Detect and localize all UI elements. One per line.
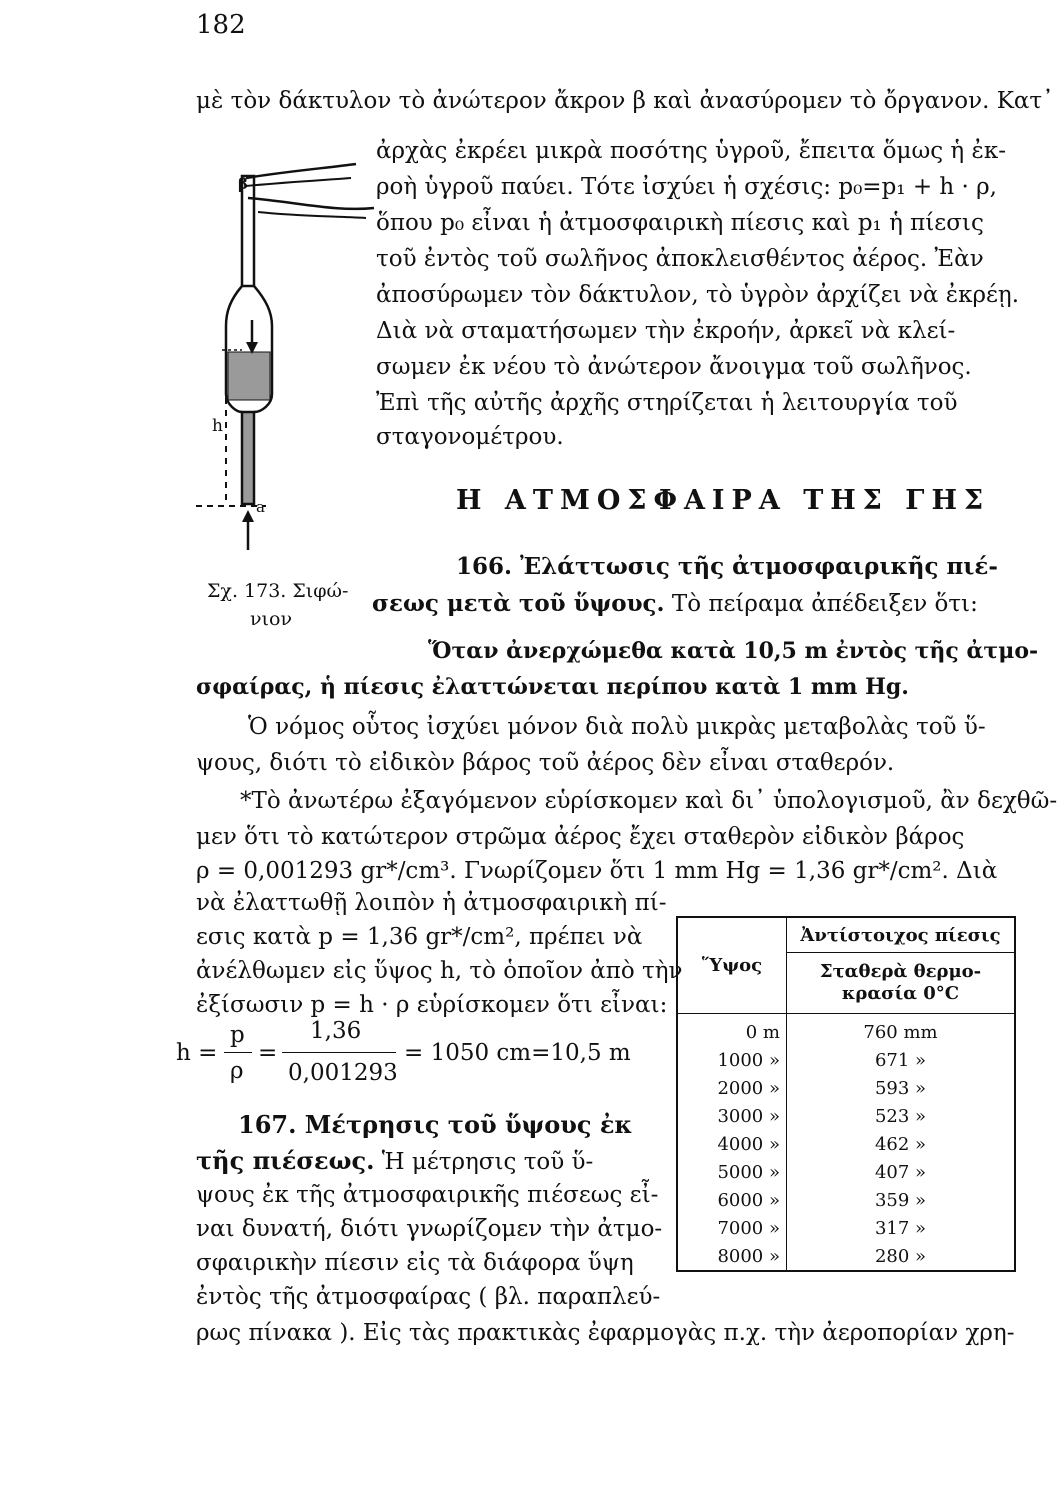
pressure-cell: 359 » [787,1186,1016,1214]
text-line: μεν ὅτι τὸ κατώτερον στρῶμα ἀέρος ἔχει σταθερὸν εἰδικὸν βάρος [196,824,965,850]
pressure-cell: 760 mm [787,1014,1016,1047]
text-line: ροὴ ὑγροῦ παύει. Τότε ἰσχύει ἡ σχέσις: p₀=p₁ + h · ρ, [376,174,997,200]
formula-rhs: = 1050 cm=10,5 m [404,1040,631,1066]
col-header-height: Ὕψος [677,917,787,1014]
text-line: σφαιρικὴν πίεσιν εἰς τὰ διάφορα ὕψη [196,1250,634,1276]
text-line: ρως πίνακα ). Εἰς τὰς πρακτικὰς ἐφαρμογὰς π.χ. τὴν ἀεροπορίαν χρη- [196,1320,1015,1346]
figure-label-h: h [212,416,223,436]
law-text: Ὅταν ἀνερχώμεθα κατὰ 10,5 m ἐντὸς τῆς ἀτμο- [428,638,1039,664]
pressure-cell: 317 » [787,1214,1016,1242]
siphon-figure [186,150,376,560]
text-line: σωμεν ἐκ νέου τὸ ἀνώτερον ἄνοιγμα τοῦ σωλῆνος. [376,354,972,380]
text-line: ἀνέλθωμεν εἰς ὕψος h, τὸ ὁποῖον ἀπὸ τὴν [196,958,683,984]
text-line: σταγονομέτρου. [376,424,564,450]
text-line: ναι δυνατή, διότι γνωρίζομεν τὴν ἀτμο- [196,1216,663,1242]
pressure-cell: 462 » [787,1130,1016,1158]
text-line: Διὰ νὰ σταματήσωμεν τὴν ἐκροήν, ἀρκεῖ νὰ κλεί- [376,318,956,344]
section-167-title-bold: τῆς πιέσεως. [196,1146,375,1175]
table-row [677,1158,1015,1186]
height-cell: 3000 » [717,1105,780,1127]
table-row [677,1102,1015,1130]
figure-caption: Σχ. 173. Σιφώ- [207,580,349,602]
table-row [677,1242,1015,1271]
pressure-cell: 671 » [787,1046,1016,1074]
text-line: τοῦ ἐντὸς τοῦ σωλῆνος ἀποκλεισθέντος ἀέρος. Ἐὰν [376,246,984,272]
figure-caption: νιον [250,608,292,630]
table-row [677,1014,1015,1047]
text-line: ρ = 0,001293 gr*/cm³. Γνωρίζομεν ὅτι 1 mm Hg = 1,36 gr*/cm². Διὰ [196,858,998,884]
height-cell: 1000 » [717,1049,780,1071]
table-row [677,1046,1015,1074]
section-166-title-bold: σεως μετὰ τοῦ ὕψους. [372,590,665,617]
section-heading: Η ΑΤΜΟΣΦΑΙΡΑ ΤΗΣ ΓΗΣ [456,485,991,516]
text-line: μὲ τὸν δάκτυλον τὸ ἀνώτερον ἄκρον β καὶ ἀνασύρομεν τὸ ὄργανον. Κατ᾽ [196,88,1054,114]
pressure-cell: 280 » [787,1242,1016,1271]
text-line: ψους, διότι τὸ εἰδικὸν βάρος τοῦ ἀέρος δὲν εἶναι σταθερόν. [196,750,895,776]
col-header-constant-temp [787,953,1016,1014]
height-cell: 2000 » [717,1077,780,1099]
col-subheader-line2: κρασία 0°C [841,983,960,1004]
page-number: 182 [196,10,246,40]
pressure-cell: 593 » [787,1074,1016,1102]
section-166-title-line2 [372,589,978,619]
text-line: ἐντὸς τῆς ἀτμοσφαίρας ( βλ. παραπλεύ- [196,1284,661,1310]
altitude-pressure-table [676,916,1016,1272]
text-line: ψους ἐκ τῆς ἀτμοσφαιρικῆς πιέσεως εἶ- [196,1182,659,1208]
pressure-cell: 523 » [787,1102,1016,1130]
formula-den1: ρ [230,1058,244,1084]
figure-label-b: β [238,175,248,193]
pressure-cell: 407 » [787,1158,1016,1186]
section-166-title-rest: Τὸ πείραμα ἀπέδειξεν ὅτι: [664,591,978,617]
height-cell: 5000 » [717,1161,780,1183]
formula-eq: = [258,1040,278,1066]
figure-label-a: a [256,498,265,516]
section-167-title-rest: Ἡ μέτρησις τοῦ ὕ- [374,1149,594,1175]
table-row [677,1074,1015,1102]
table-row [677,1130,1015,1158]
text-line: ἀρχὰς ἐκρέει μικρὰ ποσότης ὑγροῦ, ἔπειτα ὅμως ἡ ἐκ- [376,138,1007,164]
section-167-title: 167. Μέτρησις τοῦ ὕψους ἐκ [238,1110,633,1139]
text-line: ἀποσύρωμεν τὸν δάκτυλον, τὸ ὑγρὸν ἀρχίζει νὰ ἐκρέῃ. [376,282,1020,308]
text-line: Ὁ νόμος οὗτος ἰσχύει μόνον διὰ πολὺ μικρὰς μεταβολὰς τοῦ ὕ- [248,714,986,740]
col-subheader-line1: Σταθερὰ θερμο- [819,961,982,982]
fraction-bar [282,1052,396,1053]
text-line: *Τὸ ἀνωτέρω ἐξαγόμενον εὑρίσκομεν καὶ δι᾽ ὑπολογισμοῦ, ἂν δεχθῶ- [240,788,1058,814]
text-line: ὅπου p₀ εἶναι ἡ ἀτμοσφαιρικὴ πίεσις καὶ p₁ ἡ πίεσις [376,210,984,236]
section-166-title: 166. Ἐλάττωσις τῆς ἀτμοσφαιρικῆς πιέ- [456,553,998,580]
text-line: εσις κατὰ p = 1,36 gr*/cm², πρέπει νὰ [196,924,643,950]
table-row [677,1186,1015,1214]
height-cell: 4000 » [717,1133,780,1155]
section-167-title-line2 [196,1146,593,1177]
text-line: Ἐπὶ τῆς αὐτῆς ἀρχῆς στηρίζεται ἡ λειτουργία τοῦ [376,390,958,416]
height-cell: 8000 » [717,1245,780,1267]
text-line: νὰ ἐλαττωθῇ λοιπὸν ἡ ἀτμοσφαιρικὴ πί- [196,890,667,916]
text-line: ἐξίσωσιν p = h · ρ εὑρίσκομεν ὅτι εἶναι: [196,992,668,1018]
col-header-pressure: Ἀντίστοιχος πίεσις [787,917,1016,953]
fraction-bar [224,1052,252,1053]
height-cell: 0 m [745,1021,780,1043]
law-text: σφαίρας, ἡ πίεσις ἐλαττώνεται περίπου κατὰ 1 mm Hg. [196,674,909,700]
formula-lhs: h = [176,1040,218,1066]
table-row [677,1214,1015,1242]
formula-num1: p [230,1022,245,1048]
height-cell: 6000 » [717,1189,780,1211]
height-cell: 7000 » [717,1217,780,1239]
formula-den2: 0,001293 [288,1060,398,1086]
formula-num2: 1,36 [310,1018,362,1044]
